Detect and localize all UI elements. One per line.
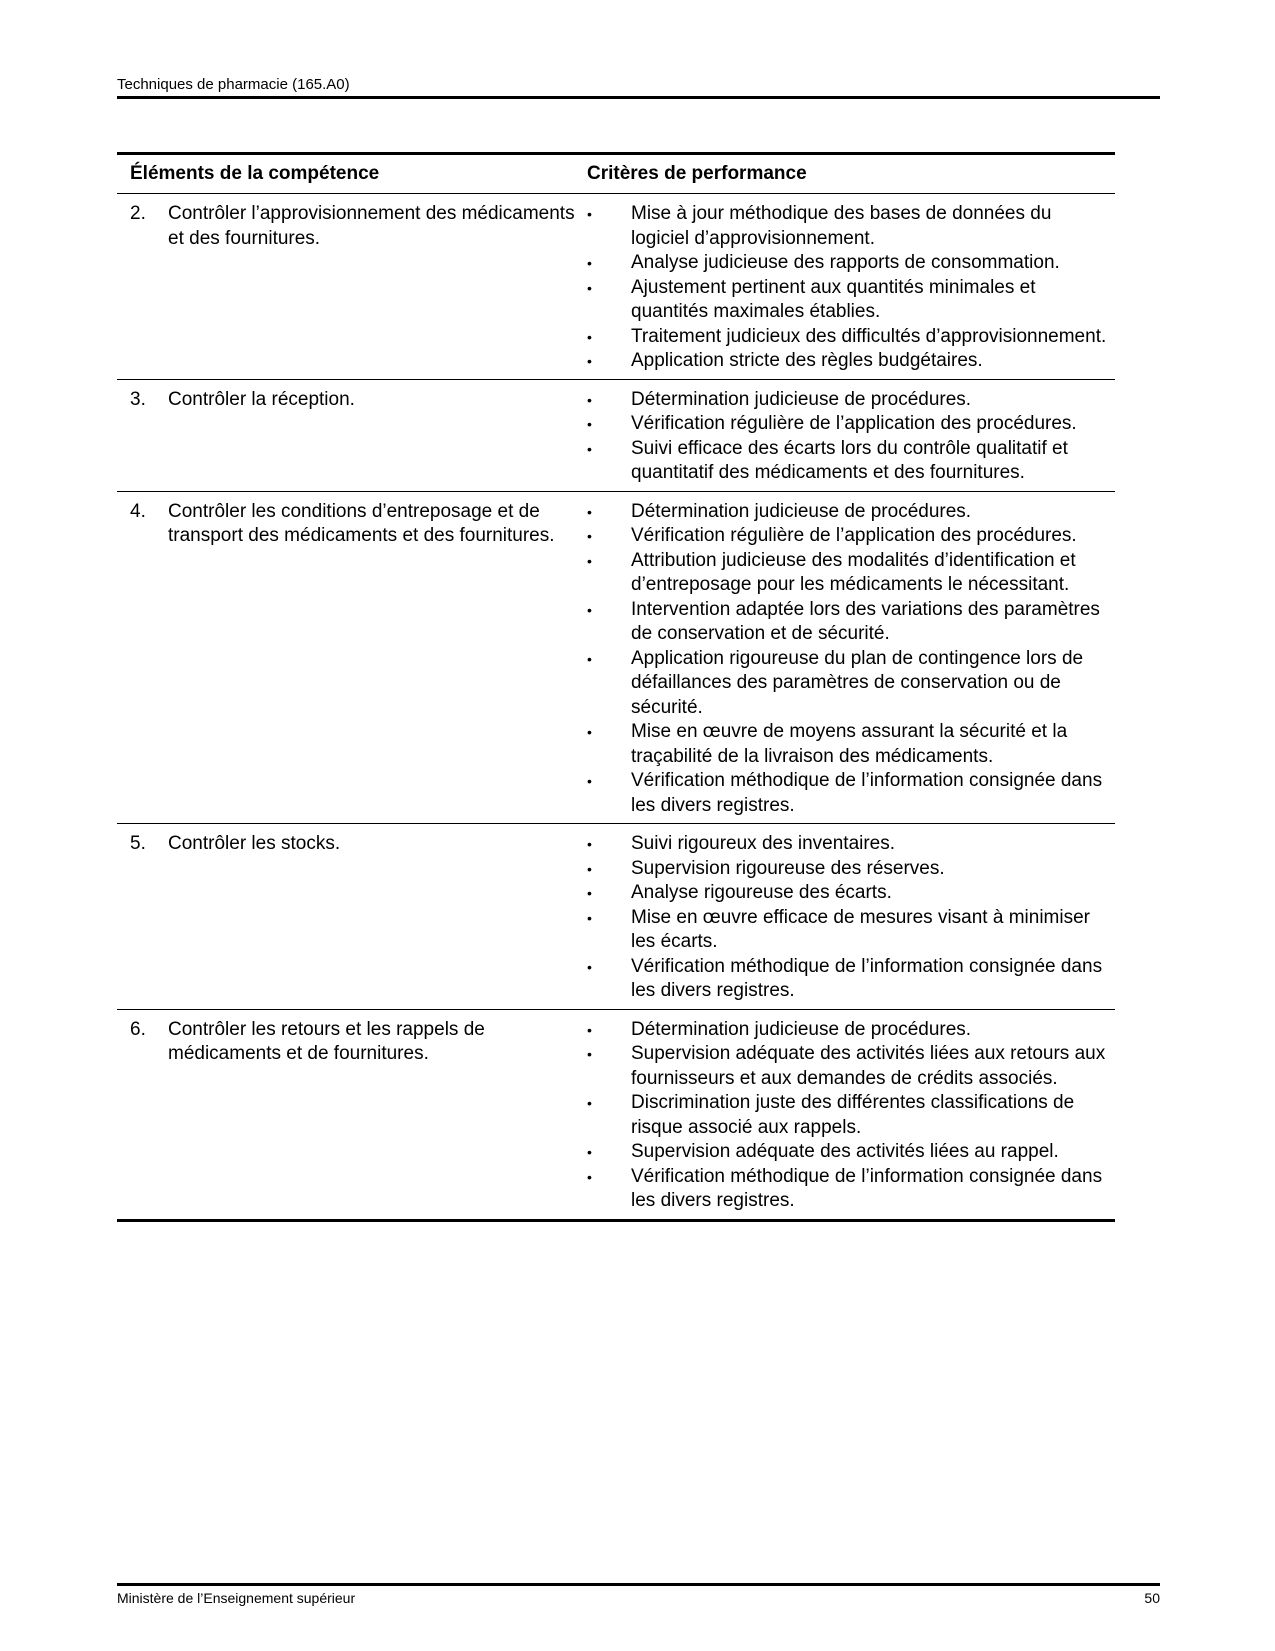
criteria-cell	[587, 832, 1115, 1004]
criterion-item	[587, 769, 1111, 818]
table-row	[117, 194, 1115, 380]
bullet-icon: •	[587, 255, 592, 271]
footer-ministry: Ministère de l’Enseignement supérieur	[117, 1590, 356, 1606]
bullet-icon: •	[587, 353, 592, 369]
table-row	[117, 824, 1115, 1010]
bullet-icon: •	[587, 1021, 592, 1038]
element-text: Contrôler les retours et les rappels de médicaments et de fournitures.	[168, 1018, 485, 1064]
criterion-text: Vérification méthodique de l’information consignée dans les divers registres.	[631, 955, 1103, 1001]
criterion-item	[587, 412, 1111, 437]
table-body	[117, 194, 1115, 1219]
criterion-text: Vérification régulière de l’application des procédures.	[631, 525, 1077, 546]
bullet-icon: •	[587, 528, 592, 544]
footer-rule	[117, 1583, 1160, 1586]
bullet-icon: •	[587, 724, 592, 740]
element-text: Contrôler les stocks.	[168, 833, 341, 854]
running-footer	[117, 1589, 1160, 1607]
criterion-item	[587, 524, 1111, 549]
criterion-text: Supervision adéquate des activités liées aux retours aux fournisseurs et aux demandes de crédits associés.	[631, 1043, 1106, 1089]
bullet-icon: •	[587, 909, 592, 926]
page-number: 50	[1144, 1590, 1160, 1606]
criterion-item	[587, 647, 1111, 721]
criteria-cell	[587, 500, 1115, 819]
bullet-icon: •	[587, 1095, 592, 1111]
criterion-text: Mise en œuvre efficace de mesures visant à minimiser les écarts.	[631, 906, 1090, 952]
criterion-text: Application stricte des règles budgétaires.	[631, 350, 983, 371]
criterion-item	[587, 1018, 1111, 1043]
table-row	[117, 1010, 1115, 1219]
element-number: 3.	[130, 388, 146, 410]
criterion-item	[587, 500, 1111, 525]
criterion-text: Supervision adéquate des activités liées au rappel.	[631, 1141, 1059, 1162]
bullet-icon: •	[587, 958, 592, 975]
criterion-text: Suivi rigoureux des inventaires.	[631, 833, 896, 854]
element-cell	[117, 500, 587, 819]
criterion-text: Détermination judicieuse de procédures.	[631, 500, 972, 522]
table-header-row	[117, 155, 1115, 194]
element-number: 6.	[130, 1018, 146, 1040]
criteria-cell	[587, 388, 1115, 486]
table-row	[117, 492, 1115, 825]
criterion-text: Ajustement pertinent aux quantités minimales et quantités maximales établies.	[631, 276, 1036, 322]
element-number: 4.	[130, 500, 146, 522]
element-cell	[117, 388, 587, 486]
criterion-item	[587, 906, 1111, 955]
criterion-text: Attribution judicieuse des modalités d’identification et d’entreposage pour les médicaments le nécessitant.	[631, 549, 1076, 595]
criterion-item	[587, 1165, 1111, 1214]
criterion-item	[587, 1140, 1111, 1165]
criterion-item	[587, 549, 1111, 598]
table-row	[117, 380, 1115, 492]
bullet-icon: •	[587, 416, 592, 432]
column-header-criteria: Critères de performance	[587, 163, 807, 184]
criterion-item	[587, 388, 1111, 413]
bullet-icon: •	[587, 440, 592, 457]
criterion-item	[587, 251, 1111, 276]
bullet-icon: •	[587, 206, 592, 222]
element-number: 2.	[130, 203, 146, 224]
criterion-item	[587, 437, 1111, 486]
element-text: Contrôler l’approvisionnement des médicaments et des fournitures.	[168, 203, 575, 249]
criterion-text: Suivi efficace des écarts lors du contrôle qualitatif et quantitatif des médicaments et des fournitures.	[631, 437, 1068, 483]
criterion-item	[587, 881, 1111, 906]
criterion-text: Détermination judicieuse de procédures.	[631, 388, 972, 410]
criterion-item	[587, 720, 1111, 769]
bullet-icon: •	[587, 860, 592, 877]
criterion-text: Vérification méthodique de l’information consignée dans les divers registres.	[631, 1165, 1103, 1211]
bullet-icon: •	[587, 885, 592, 901]
criterion-item	[587, 598, 1111, 647]
criterion-text: Supervision rigoureuse des réserves.	[631, 857, 945, 879]
criterion-item	[587, 325, 1111, 350]
competence-table	[117, 152, 1115, 1222]
bullet-icon: •	[587, 601, 592, 618]
bullet-icon: •	[587, 1168, 592, 1185]
criterion-text: Intervention adaptée lors des variations des paramètres de conservation et de sécurité.	[631, 598, 1100, 644]
bullet-icon: •	[587, 836, 592, 852]
element-text: Contrôler les conditions d’entreposage et de transport des médicaments et des fournitures.	[168, 500, 555, 546]
criterion-item	[587, 349, 1111, 374]
bullet-icon: •	[587, 503, 592, 520]
bullet-icon: •	[587, 650, 592, 667]
element-cell	[117, 832, 587, 1004]
criterion-item	[587, 1091, 1111, 1140]
bullet-icon: •	[587, 773, 592, 789]
criterion-text: Mise à jour méthodique des bases de données du logiciel d’approvisionnement.	[631, 203, 1052, 249]
bullet-icon: •	[587, 391, 592, 408]
element-number: 5.	[130, 833, 146, 854]
element-cell	[117, 1018, 587, 1214]
bullet-icon: •	[587, 279, 592, 296]
bullet-icon: •	[587, 328, 592, 345]
running-header: Techniques de pharmacie (165.A0)	[117, 76, 350, 93]
criterion-text: Mise en œuvre de moyens assurant la sécurité et la traçabilité de la livraison des médicaments.	[631, 721, 1068, 767]
criterion-item	[587, 276, 1111, 325]
criterion-text: Vérification régulière de l’application des procédures.	[631, 413, 1077, 434]
bullet-icon: •	[587, 552, 592, 569]
criterion-text: Application rigoureuse du plan de contingence lors de défaillances des paramètres de conservation ou de sécurité.	[631, 647, 1084, 718]
criterion-text: Analyse judicieuse des rapports de consommation.	[631, 252, 1060, 273]
criterion-text: Discrimination juste des différentes classifications de risque associé aux rappels.	[631, 1092, 1075, 1138]
element-text: Contrôler la réception.	[168, 388, 355, 410]
element-cell	[117, 202, 587, 374]
criterion-text: Traitement judicieux des difficultés d’approvisionnement.	[631, 325, 1107, 347]
criterion-item	[587, 1042, 1111, 1091]
bullet-icon: •	[587, 1144, 592, 1160]
criterion-text: Détermination judicieuse de procédures.	[631, 1018, 972, 1040]
criterion-text: Vérification méthodique de l’information consignée dans les divers registres.	[631, 770, 1103, 816]
criterion-item	[587, 202, 1111, 251]
header-rule	[117, 96, 1160, 99]
bullet-icon: •	[587, 1046, 592, 1062]
column-header-elements: Éléments de la compétence	[130, 163, 380, 184]
criterion-item	[587, 955, 1111, 1004]
criteria-cell	[587, 1018, 1115, 1214]
criterion-text: Analyse rigoureuse des écarts.	[631, 882, 892, 903]
criterion-item	[587, 832, 1111, 857]
criteria-cell	[587, 202, 1115, 374]
criterion-item	[587, 857, 1111, 882]
